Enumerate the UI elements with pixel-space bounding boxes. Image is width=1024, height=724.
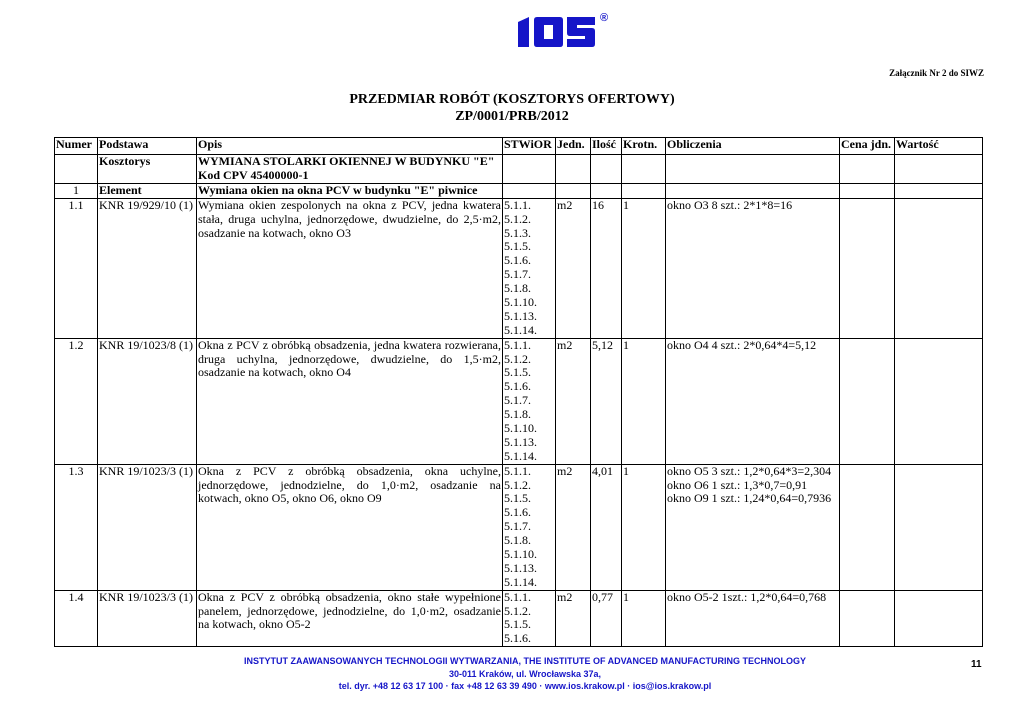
registered-mark: ® xyxy=(600,12,609,24)
stwior-code: 5.1.2. xyxy=(504,477,531,492)
col-header-jedn: Jedn. xyxy=(556,138,591,155)
col-header-stwior: STWiOR xyxy=(503,138,556,155)
stwior-code: 5.1.13. xyxy=(504,560,537,575)
item-value xyxy=(895,198,983,338)
item-number: 1.4 xyxy=(55,590,98,647)
kosztorys-label: Kosztorys xyxy=(98,155,197,184)
col-header-ilosc: Ilość xyxy=(591,138,622,155)
col-header-krotn: Krotn. xyxy=(622,138,666,155)
item-stwior-list xyxy=(503,464,556,590)
item-value xyxy=(895,464,983,590)
annex-label: Załącznik Nr 2 do SIWZ xyxy=(889,68,984,78)
item-stwior-list xyxy=(503,338,556,464)
calculation-line: okno O5 3 szt.: 1,2*0,64*3=2,304 xyxy=(667,464,832,478)
element-label: Element xyxy=(98,183,197,198)
stwior-code: 5.1.1. xyxy=(504,338,531,352)
item-basis: KNR 19/929/10 (1) xyxy=(98,198,197,338)
stwior-code: 5.1.10. xyxy=(504,294,537,309)
table-row xyxy=(55,464,983,590)
ios-logo xyxy=(515,14,595,50)
item-unit-price xyxy=(840,590,895,647)
item-unit: m2 xyxy=(556,464,591,590)
footer-institute-name: INSTYTUT ZAAWANSOWANYCH TECHNOLOGII WYTWARZANIA, THE INSTITUTE OF ADVANCED MANUFACTURING TECHNOLOGY xyxy=(244,656,806,666)
item-number: 1.2 xyxy=(55,338,98,464)
calculation-line: okno O3 8 szt.: 2*1*8=16 xyxy=(667,198,793,212)
item-description: Okna z PCV z obróbką obsadzenia, okna uchylne, jednorzędowe, jednodzielne, do 1,0·m2, osadzanie na kotwach, okno O5, okno O6, okno O9 xyxy=(197,464,503,590)
col-header-cena: Cena jdn. xyxy=(840,138,895,155)
item-number: 1.1 xyxy=(55,198,98,338)
item-value xyxy=(895,590,983,647)
footer-address: 30-011 Kraków, ul. Wrocławska 37a, xyxy=(448,669,602,679)
col-header-opis: Opis xyxy=(197,138,503,155)
col-header-numer: Numer xyxy=(55,138,98,155)
page-number: 11 xyxy=(971,659,982,670)
stwior-code: 5.1.8. xyxy=(504,533,531,548)
stwior-code: 5.1.6. xyxy=(504,379,531,394)
item-value xyxy=(895,338,983,464)
stwior-code: 5.1.13. xyxy=(504,308,537,323)
item-multiplier: 1 xyxy=(622,590,666,647)
stwior-code: 5.1.7. xyxy=(504,267,531,282)
stwior-code: 5.1.5. xyxy=(504,491,531,506)
col-header-obliczenia: Obliczenia xyxy=(666,138,840,155)
item-multiplier: 1 xyxy=(622,198,666,338)
stwior-code: 5.1.1. xyxy=(504,464,531,478)
footer-contact: tel. dyr. +48 12 63 17 100 · fax +48 12 63 39 490 · www.ios.krakow.pl · ios@ios.krakow.pl xyxy=(338,681,712,691)
stwior-code: 5.1.13. xyxy=(504,434,537,449)
stwior-code: 5.1.3. xyxy=(504,225,531,240)
kosztorys-row xyxy=(55,155,983,184)
calculation-line: okno O6 1 szt.: 1,3*0,7=0,91 xyxy=(667,477,808,492)
item-quantity: 16 xyxy=(591,198,622,338)
item-calculations xyxy=(666,590,840,647)
stwior-code: 5.1.10. xyxy=(504,546,537,561)
kosztorys-cpv-code: Kod CPV 45400000-1 xyxy=(198,167,309,182)
stwior-code: 5.1.5. xyxy=(504,239,531,254)
table-row xyxy=(55,338,983,464)
item-description: Okna z PCV z obróbką obsadzenia, okno stałe wypełnione panelem, jednorzędowe, jednodzielne, do 1,0·m2, osadzanie na kotwach, okno O5-2 xyxy=(197,590,503,647)
document-title: PRZEDMIAR ROBÓT (KOSZTORYS OFERTOWY) xyxy=(349,92,675,107)
calculation-line: okno O4 4 szt.: 2*0,64*4=5,12 xyxy=(667,338,817,352)
stwior-code: 5.1.1. xyxy=(504,590,531,604)
item-basis: KNR 19/1023/3 (1) xyxy=(98,590,197,647)
table-row xyxy=(55,198,983,338)
stwior-code: 5.1.8. xyxy=(504,281,531,296)
item-number: 1.3 xyxy=(55,464,98,590)
element-number: 1 xyxy=(55,183,98,198)
element-description: Wymiana okien na okna PCV w budynku "E" piwnice xyxy=(197,183,503,198)
item-unit: m2 xyxy=(556,338,591,464)
item-quantity: 0,77 xyxy=(591,590,622,647)
document-subtitle: ZP/0001/PRB/2012 xyxy=(455,109,569,124)
stwior-code: 5.1.8. xyxy=(504,407,531,422)
table-header-row xyxy=(55,138,983,155)
item-description: Okna z PCV z obróbką obsadzenia, jedna kwatera rozwierana, druga uchylna, jednorzędowe, dwudzielne, do 1,5·m2, osadzanie na kotwach, okno O4 xyxy=(197,338,503,464)
stwior-code: 5.1.2. xyxy=(504,603,531,618)
item-multiplier: 1 xyxy=(622,464,666,590)
item-quantity: 4,01 xyxy=(591,464,622,590)
item-calculations xyxy=(666,198,840,338)
stwior-code: 5.1.14. xyxy=(504,322,537,337)
item-unit-price xyxy=(840,338,895,464)
stwior-code: 5.1.5. xyxy=(504,617,531,632)
kosztorys-description xyxy=(197,155,503,184)
col-header-podstawa: Podstawa xyxy=(98,138,197,155)
item-stwior-list xyxy=(503,590,556,647)
item-multiplier: 1 xyxy=(622,338,666,464)
stwior-code: 5.1.14. xyxy=(504,574,537,589)
kosztorys-title: WYMIANA STOLARKI OKIENNEJ W BUDYNKU "E" xyxy=(198,154,495,168)
stwior-code: 5.1.7. xyxy=(504,393,531,408)
item-calculations xyxy=(666,338,840,464)
stwior-code: 5.1.2. xyxy=(504,351,531,366)
stwior-code: 5.1.10. xyxy=(504,420,537,435)
item-unit: m2 xyxy=(556,590,591,647)
stwior-code: 5.1.2. xyxy=(504,211,531,226)
item-basis: KNR 19/1023/8 (1) xyxy=(98,338,197,464)
stwior-code: 5.1.5. xyxy=(504,365,531,380)
calculation-line: okno O5-2 1szt.: 1,2*0,64=0,768 xyxy=(667,590,827,604)
stwior-code: 5.1.1. xyxy=(504,198,531,212)
item-description: Wymiana okien zespolonych na okna z PCV, jedna kwatera stała, druga uchylna, jednorzędowe, dwudzielne, do 2,5·m2, osadzanie na kotwach, okno O3 xyxy=(197,198,503,338)
item-basis: KNR 19/1023/3 (1) xyxy=(98,464,197,590)
stwior-code: 5.1.6. xyxy=(504,253,531,268)
stwior-code: 5.1.6. xyxy=(504,631,531,646)
item-unit: m2 xyxy=(556,198,591,338)
item-quantity: 5,12 xyxy=(591,338,622,464)
stwior-code: 5.1.6. xyxy=(504,505,531,520)
item-unit-price xyxy=(840,464,895,590)
calculation-line: okno O9 1 szt.: 1,24*0,64=0,7936 xyxy=(667,491,832,506)
col-header-wartosc: Wartość xyxy=(895,138,983,155)
item-unit-price xyxy=(840,198,895,338)
table-row xyxy=(55,590,983,647)
stwior-code: 5.1.14. xyxy=(504,448,537,463)
item-stwior-list xyxy=(503,198,556,338)
cost-estimate-table xyxy=(54,137,983,647)
element-row xyxy=(55,183,983,198)
stwior-code: 5.1.7. xyxy=(504,519,531,534)
item-calculations xyxy=(666,464,840,590)
